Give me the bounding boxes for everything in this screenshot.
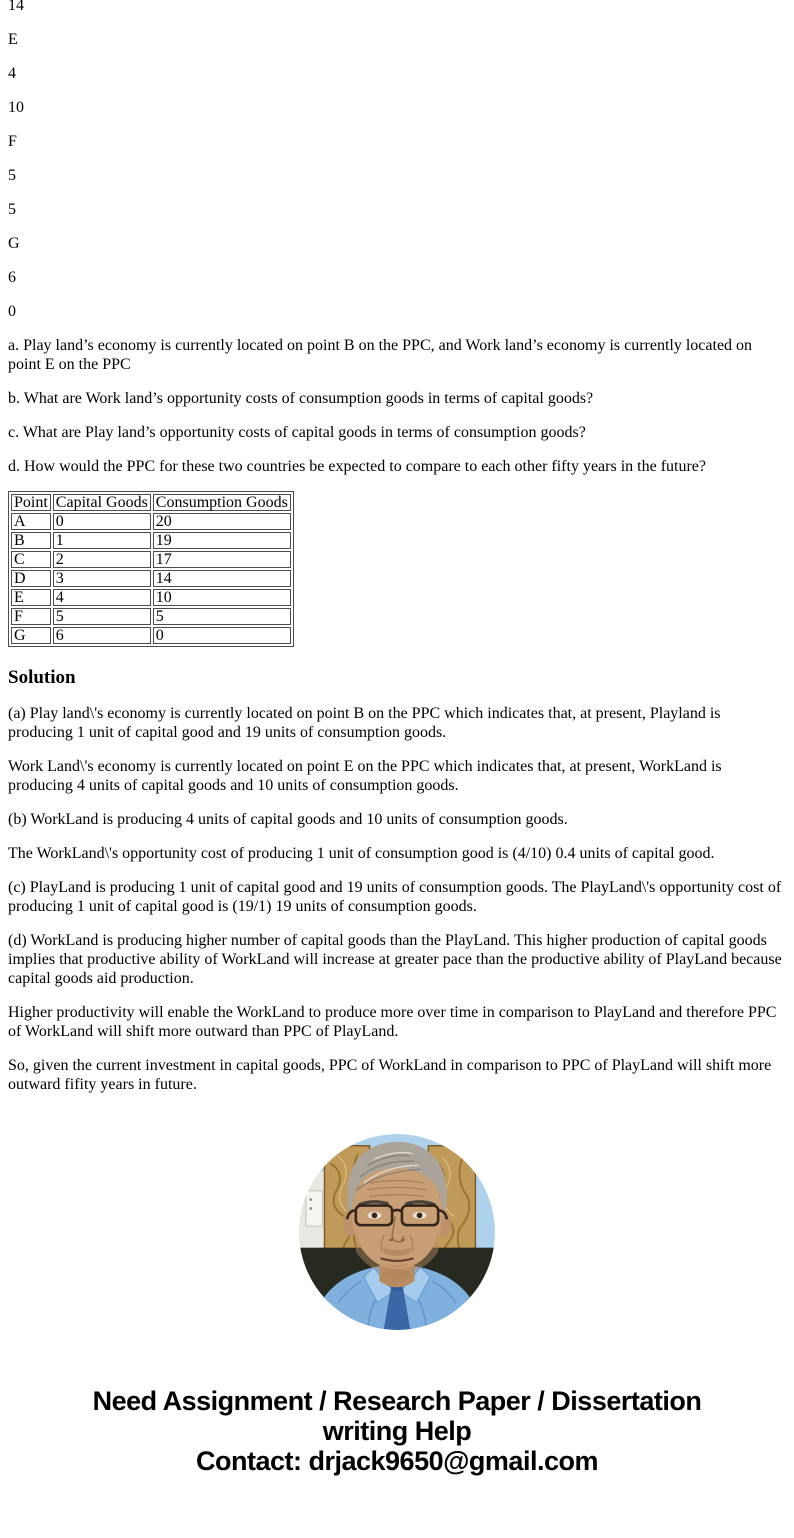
cell-capital: 5	[53, 608, 151, 625]
banner-line-2: writing Help	[322, 1416, 472, 1446]
cell-consumption: 10	[153, 589, 291, 606]
scrolled-value: 10	[8, 99, 24, 116]
cell-capital: 2	[53, 551, 151, 568]
table-row	[11, 627, 291, 644]
scrolled-value: G	[8, 235, 20, 252]
cell-point: E	[11, 589, 51, 606]
col-header-consumption-goods: Consumption Goods	[153, 494, 291, 511]
table-row	[11, 570, 291, 587]
tutor-photo	[299, 1134, 495, 1330]
cell-capital: 0	[53, 513, 151, 530]
banner-contact-line: Contact: drjack9650@gmail.com	[196, 1446, 598, 1476]
cell-point: C	[11, 551, 51, 568]
scrolled-value: E	[8, 31, 18, 48]
cell-point: D	[11, 570, 51, 587]
solution-paragraph-a2: Work Land\'s economy is currently located on point E on the PPC which indicates that, at present, WorkLand is producing 4 units of capital goods and 10 units of consumption goods.	[8, 758, 722, 794]
cell-point: F	[11, 608, 51, 625]
solution-paragraph-d2: Higher productivity will enable the WorkLand to produce more over time in comparison to PlayLand and therefore PPC of WorkLand will shift more outward than PPC of PlayLand.	[8, 1004, 777, 1040]
table-row	[11, 589, 291, 606]
table-row	[11, 532, 291, 549]
cell-point: G	[11, 627, 51, 644]
cell-consumption: 0	[153, 627, 291, 644]
scrolled-value: 14	[8, 0, 24, 14]
cell-consumption: 5	[153, 608, 291, 625]
scrolled-value: F	[8, 133, 17, 150]
col-header-point: Point	[11, 494, 51, 511]
cell-capital: 6	[53, 627, 151, 644]
col-header-capital-goods: Capital Goods	[53, 494, 151, 511]
table-row	[11, 608, 291, 625]
solution-paragraph-b2: The WorkLand\'s opportunity cost of producing 1 unit of consumption good is (4/10) 0.4 units of capital good.	[8, 845, 715, 862]
cell-capital: 3	[53, 570, 151, 587]
scrolled-value: 6	[8, 269, 16, 286]
question-c: c. What are Play land’s opportunity costs of capital goods in terms of consumption goods?	[8, 424, 586, 441]
cell-consumption: 19	[153, 532, 291, 549]
question-a: a. Play land’s economy is currently located on point B on the PPC, and Work land’s economy is currently located on point E on the PPC	[8, 337, 753, 373]
cell-capital: 1	[53, 532, 151, 549]
solution-paragraph-d: (d) WorkLand is producing higher number of capital goods than the PlayLand. This higher production of capital goods implies that productive ability of WorkLand will increase at greater pace than the productive ability of PlayLand because capital goods aid production.	[8, 932, 782, 987]
table-header-row	[11, 494, 291, 511]
person-portrait-image	[299, 1134, 495, 1330]
solution-heading: Solution	[8, 667, 76, 688]
scrolled-value: 4	[8, 65, 16, 82]
cell-consumption: 17	[153, 551, 291, 568]
solution-paragraph-c: (c) PlayLand is producing 1 unit of capital good and 19 units of consumption goods. The PlayLand\'s opportunity cost of producing 1 unit of capital good is (19/1) 19 units of consumption goods.	[8, 879, 782, 915]
table-row	[11, 551, 291, 568]
cell-consumption: 20	[153, 513, 291, 530]
scrolled-value: 0	[8, 303, 16, 320]
solution-paragraph-d3: So, given the current investment in capital goods, PPC of WorkLand in comparison to PPC of PlayLand will shift more outward fifity years in future.	[8, 1057, 772, 1093]
help-banner	[8, 1386, 786, 1476]
table-row	[11, 513, 291, 530]
scrolled-value: 5	[8, 167, 16, 184]
solution-paragraph-b: (b) WorkLand is producing 4 units of capital goods and 10 units of consumption goods.	[8, 811, 568, 828]
cell-consumption: 14	[153, 570, 291, 587]
solution-paragraph-a: (a) Play land\'s economy is currently located on point B on the PPC which indicates that, at present, Playland is producing 1 unit of capital good and 19 units of consumption goods.	[8, 705, 721, 741]
question-b: b. What are Work land’s opportunity costs of consumption goods in terms of capital goods?	[8, 390, 594, 407]
question-d: d. How would the PPC for these two countries be expected to compare to each other fifty years in the future?	[8, 458, 707, 475]
ppc-data-table	[8, 491, 294, 647]
cell-point: B	[11, 532, 51, 549]
scrolled-value: 5	[8, 201, 16, 218]
banner-line-1: Need Assignment / Research Paper / Dissertation	[92, 1386, 702, 1416]
cell-point: A	[11, 513, 51, 530]
cell-capital: 4	[53, 589, 151, 606]
